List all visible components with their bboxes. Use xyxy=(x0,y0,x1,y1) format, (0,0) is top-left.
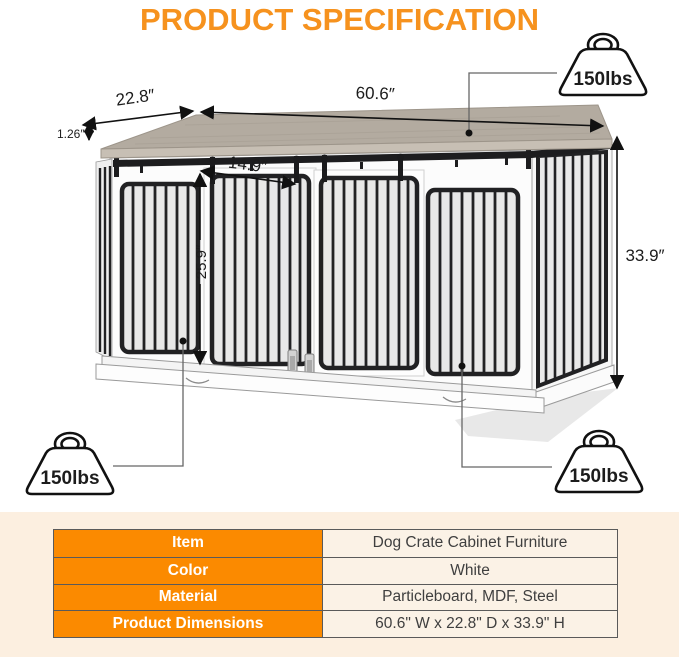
spec-row-material-value: Particleboard, MDF, Steel xyxy=(323,584,617,611)
sliding-door-1 xyxy=(204,168,316,372)
spec-row-material-label: Material xyxy=(54,584,323,611)
weight-badge-bottom-left xyxy=(27,433,113,494)
spec-table xyxy=(53,529,618,638)
spec-row-color-value: White xyxy=(323,557,617,584)
spec-row-color-label: Color xyxy=(54,557,323,584)
weight-badge-label: 150lbs xyxy=(569,466,629,487)
dim-thickness-label: 1.26″ xyxy=(57,127,85,141)
dim-door-width-label: 14.9″ xyxy=(227,152,269,177)
dim-depth-label: 22.8″ xyxy=(114,85,156,110)
spec-row-item-value: Dog Crate Cabinet Furniture xyxy=(323,530,617,557)
sliding-door-2 xyxy=(314,170,424,376)
door-panel-left xyxy=(122,184,198,352)
dim-overall-height-label: 33.9″ xyxy=(625,246,665,265)
page-title: PRODUCT SPECIFICATION xyxy=(140,2,539,37)
weight-badge-bottom-right xyxy=(556,431,642,492)
spec-row-dimensions-value: 60.6" W x 22.8" D x 33.9" H xyxy=(323,610,617,637)
weight-badge-label: 150lbs xyxy=(40,468,100,489)
dog-crate-illustration xyxy=(96,105,618,442)
dim-width-label: 60.6″ xyxy=(355,83,396,104)
spec-row-dimensions-label: Product Dimensions xyxy=(54,610,323,637)
spec-row-item-label: Item xyxy=(54,530,323,557)
weight-badge-label: 150lbs xyxy=(573,69,633,90)
side-panel-bars xyxy=(546,152,600,383)
dim-interior-height-label: 25.9″ xyxy=(193,244,210,280)
weight-badge-top-right xyxy=(560,34,646,95)
door-panel-right xyxy=(428,190,518,374)
